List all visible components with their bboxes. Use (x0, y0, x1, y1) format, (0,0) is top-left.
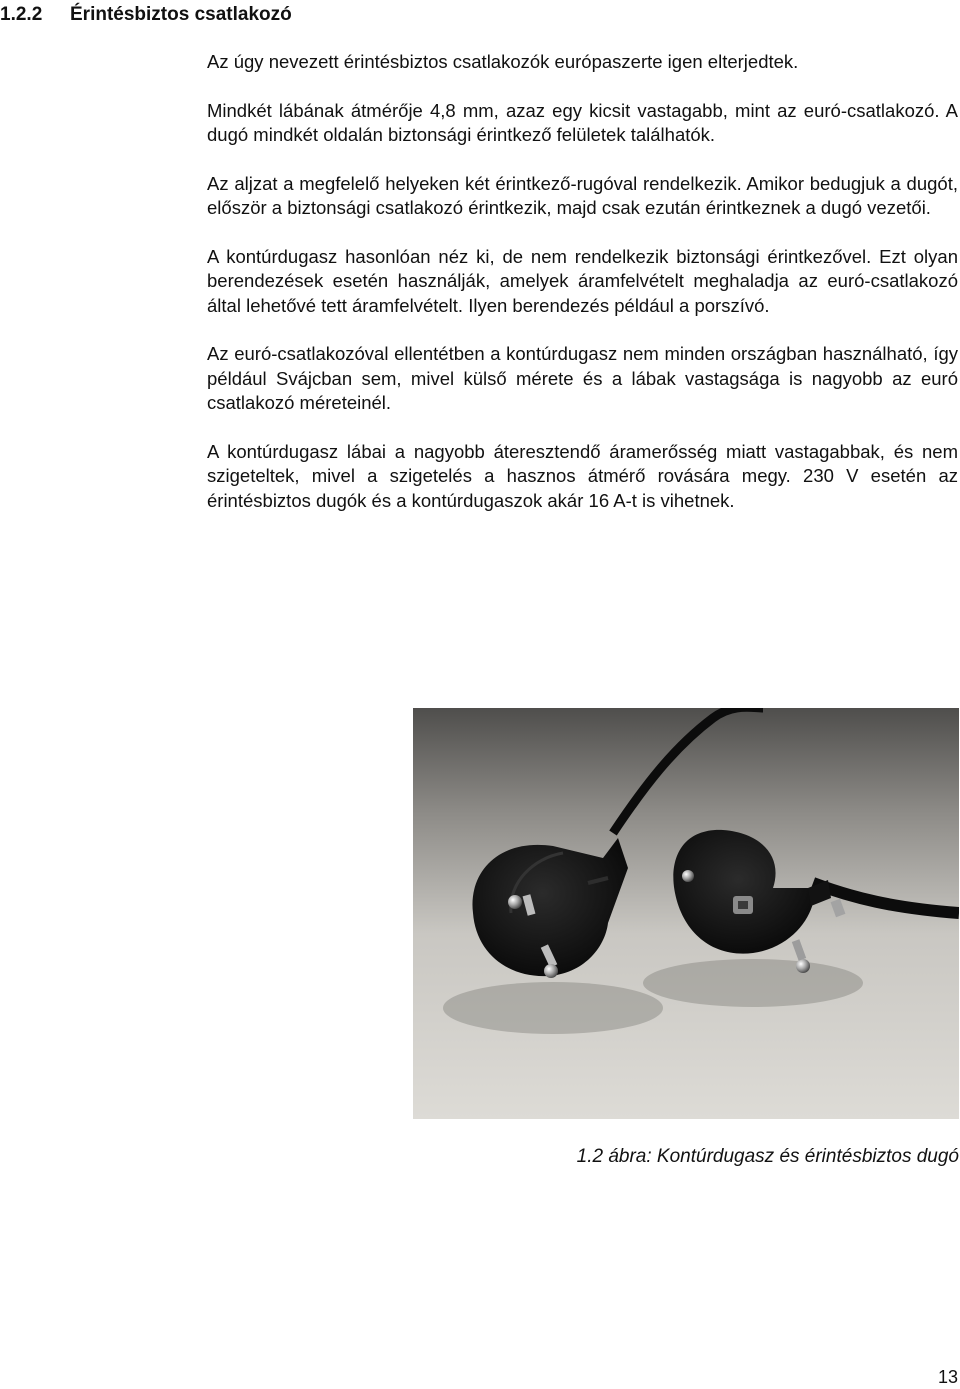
paragraph: A kontúrdugasz hasonlóan néz ki, de nem rendelkezik biztonsági érintkezővel. Ezt olyan berendezések esetén használják, amelyek áramfelvételt meghaladja az euró-csatlakozó által lehetővé tett áramfelvételt. Ilyen berendezés például a porszívó. (207, 245, 958, 316)
body-text (207, 50, 958, 537)
plug-photo (413, 708, 959, 1119)
paragraph: A kontúrdugasz lábai a nagyobb áteresztendő áramerősség miatt vastagabbak, és nem szigeteltek, mivel a szigetelés a hasznos átmérő rovására megy. 230 V esetén az érintésbiztos dugók és a kontúrdugaszok akár 16 A-t is vihetnek. (207, 440, 958, 511)
paragraph: Az úgy nevezett érintésbiztos csatlakozók európaszerte igen elterjedtek. (207, 51, 799, 72)
page-number: 13 (937, 1367, 958, 1387)
figure-caption: 1.2 ábra: Kontúrdugasz és érintésbiztos dugó (576, 1146, 959, 1167)
section-title: Érintésbiztos csatlakozó (70, 4, 292, 25)
paragraph: Az aljzat a megfelelő helyeken két érintkező-rugóval rendelkezik. Amikor bedugjuk a dugót, először a biztonsági csatlakozó érintkezik, majd csak ezután érintkeznek a dugó vezetői. (207, 172, 958, 218)
section-heading (0, 2, 292, 28)
plug-photo-illustration (413, 708, 959, 1119)
paragraph: Az euró-csatlakozóval ellentétben a kontúrdugasz nem minden országban használható, így például Svájcban sem, mivel külső mérete és a lábak vastagsága is nagyobb az euró csatlakozó méreteinél. (207, 343, 958, 413)
paragraph: Mindkét lábának átmérője 4,8 mm, azaz egy kicsit vastagabb, mint az euró-csatlakozó. A dugó mindkét oldalán biztonsági érintkező felületek találhatók. (207, 99, 958, 145)
section-number: 1.2.2 (0, 4, 43, 25)
